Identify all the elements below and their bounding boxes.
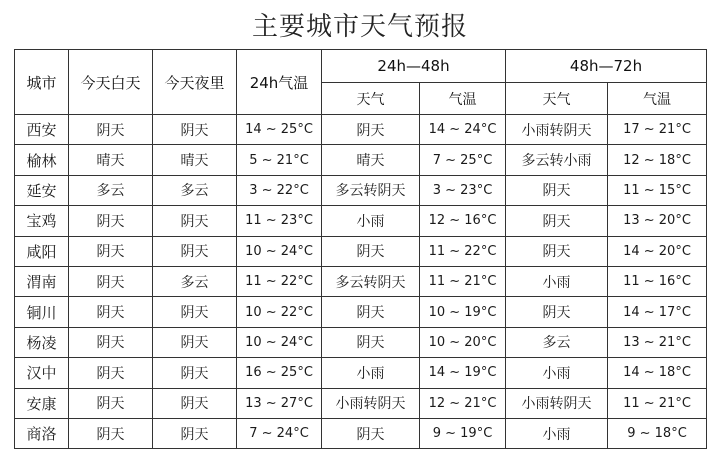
weather-48h-cell: 阴天 <box>322 418 420 448</box>
city-cell: 铜川 <box>15 297 69 327</box>
city-cell: 西安 <box>15 115 69 145</box>
table-row <box>15 145 707 175</box>
night-weather-cell: 阴天 <box>153 418 237 448</box>
day-weather-cell: 阴天 <box>69 266 153 296</box>
weather-72h-cell: 阴天 <box>506 175 608 205</box>
table-row <box>15 236 707 266</box>
weather-48h-cell: 多云转阴天 <box>322 175 420 205</box>
table-row <box>15 206 707 236</box>
day-weather-cell: 阴天 <box>69 418 153 448</box>
header-group-48h: 24h—48h <box>322 50 506 83</box>
temp-72h-cell: 14 ~ 17°C <box>608 297 707 327</box>
temp-72h-cell: 11 ~ 21°C <box>608 388 707 418</box>
city-cell: 渭南 <box>15 266 69 296</box>
temp-48h-cell: 14 ~ 19°C <box>420 358 506 388</box>
temp-24h-cell: 10 ~ 22°C <box>237 297 322 327</box>
temp-48h-cell: 7 ~ 25°C <box>420 145 506 175</box>
day-weather-cell: 阴天 <box>69 358 153 388</box>
day-weather-cell: 晴天 <box>69 145 153 175</box>
temp-48h-cell: 14 ~ 24°C <box>420 115 506 145</box>
weather-48h-cell: 阴天 <box>322 297 420 327</box>
temp-24h-cell: 11 ~ 23°C <box>237 206 322 236</box>
header-temp-72h: 气温 <box>608 83 707 115</box>
weather-48h-cell: 小雨 <box>322 206 420 236</box>
weather-72h-cell: 阴天 <box>506 297 608 327</box>
table-row <box>15 175 707 205</box>
temp-24h-cell: 7 ~ 24°C <box>237 418 322 448</box>
weather-72h-cell: 小雨转阴天 <box>506 388 608 418</box>
header-weather-48h: 天气 <box>322 83 420 115</box>
night-weather-cell: 阴天 <box>153 388 237 418</box>
temp-48h-cell: 11 ~ 22°C <box>420 236 506 266</box>
table-row <box>15 115 707 145</box>
weather-48h-cell: 小雨 <box>322 358 420 388</box>
weather-48h-cell: 阴天 <box>322 236 420 266</box>
weather-72h-cell: 阴天 <box>506 236 608 266</box>
temp-24h-cell: 14 ~ 25°C <box>237 115 322 145</box>
night-weather-cell: 阴天 <box>153 115 237 145</box>
weather-72h-cell: 多云 <box>506 327 608 357</box>
day-weather-cell: 阴天 <box>69 297 153 327</box>
city-cell: 榆林 <box>15 145 69 175</box>
weather-72h-cell: 阴天 <box>506 206 608 236</box>
table-row <box>15 266 707 296</box>
temp-24h-cell: 10 ~ 24°C <box>237 236 322 266</box>
temp-24h-cell: 16 ~ 25°C <box>237 358 322 388</box>
city-cell: 安康 <box>15 388 69 418</box>
table-row <box>15 327 707 357</box>
header-weather-72h: 天气 <box>506 83 608 115</box>
temp-72h-cell: 14 ~ 18°C <box>608 358 707 388</box>
night-weather-cell: 多云 <box>153 266 237 296</box>
weather-48h-cell: 多云转阴天 <box>322 266 420 296</box>
city-cell: 商洛 <box>15 418 69 448</box>
temp-72h-cell: 13 ~ 21°C <box>608 327 707 357</box>
weather-72h-cell: 小雨 <box>506 358 608 388</box>
temp-72h-cell: 12 ~ 18°C <box>608 145 707 175</box>
night-weather-cell: 阴天 <box>153 236 237 266</box>
city-cell: 咸阳 <box>15 236 69 266</box>
temp-72h-cell: 14 ~ 20°C <box>608 236 707 266</box>
temp-72h-cell: 13 ~ 20°C <box>608 206 707 236</box>
table-row <box>15 358 707 388</box>
temp-48h-cell: 12 ~ 16°C <box>420 206 506 236</box>
temp-48h-cell: 10 ~ 20°C <box>420 327 506 357</box>
night-weather-cell: 阴天 <box>153 206 237 236</box>
temp-48h-cell: 11 ~ 21°C <box>420 266 506 296</box>
temp-72h-cell: 9 ~ 18°C <box>608 418 707 448</box>
weather-48h-cell: 晴天 <box>322 145 420 175</box>
weather-48h-cell: 阴天 <box>322 115 420 145</box>
weather-forecast-table <box>14 49 707 449</box>
header-city: 城市 <box>15 50 69 115</box>
day-weather-cell: 阴天 <box>69 115 153 145</box>
temp-48h-cell: 10 ~ 19°C <box>420 297 506 327</box>
night-weather-cell: 晴天 <box>153 145 237 175</box>
temp-72h-cell: 17 ~ 21°C <box>608 115 707 145</box>
city-cell: 杨凌 <box>15 327 69 357</box>
day-weather-cell: 阴天 <box>69 327 153 357</box>
header-temp-24h: 24h气温 <box>237 50 322 115</box>
weather-72h-cell: 小雨 <box>506 266 608 296</box>
table-row <box>15 297 707 327</box>
page-title: 主要城市天气预报 <box>251 12 468 42</box>
temp-72h-cell: 11 ~ 16°C <box>608 266 707 296</box>
weather-48h-cell: 小雨转阴天 <box>322 388 420 418</box>
temp-24h-cell: 5 ~ 21°C <box>237 145 322 175</box>
weather-72h-cell: 小雨 <box>506 418 608 448</box>
temp-24h-cell: 11 ~ 22°C <box>237 266 322 296</box>
weather-72h-cell: 多云转小雨 <box>506 145 608 175</box>
city-cell: 宝鸡 <box>15 206 69 236</box>
temp-48h-cell: 12 ~ 21°C <box>420 388 506 418</box>
city-cell: 汉中 <box>15 358 69 388</box>
night-weather-cell: 阴天 <box>153 358 237 388</box>
night-weather-cell: 多云 <box>153 175 237 205</box>
day-weather-cell: 阴天 <box>69 236 153 266</box>
table-row <box>15 388 707 418</box>
day-weather-cell: 阴天 <box>69 388 153 418</box>
temp-48h-cell: 3 ~ 23°C <box>420 175 506 205</box>
header-night-today: 今天夜里 <box>153 50 237 115</box>
day-weather-cell: 多云 <box>69 175 153 205</box>
night-weather-cell: 阴天 <box>153 297 237 327</box>
temp-72h-cell: 11 ~ 15°C <box>608 175 707 205</box>
temp-48h-cell: 9 ~ 19°C <box>420 418 506 448</box>
city-cell: 延安 <box>15 175 69 205</box>
weather-48h-cell: 阴天 <box>322 327 420 357</box>
weather-72h-cell: 小雨转阴天 <box>506 115 608 145</box>
header-day-today: 今天白天 <box>69 50 153 115</box>
temp-24h-cell: 10 ~ 24°C <box>237 327 322 357</box>
table-row <box>15 418 707 448</box>
day-weather-cell: 阴天 <box>69 206 153 236</box>
header-temp-48h: 气温 <box>420 83 506 115</box>
temp-24h-cell: 3 ~ 22°C <box>237 175 322 205</box>
night-weather-cell: 阴天 <box>153 327 237 357</box>
temp-24h-cell: 13 ~ 27°C <box>237 388 322 418</box>
header-group-72h: 48h—72h <box>506 50 707 83</box>
